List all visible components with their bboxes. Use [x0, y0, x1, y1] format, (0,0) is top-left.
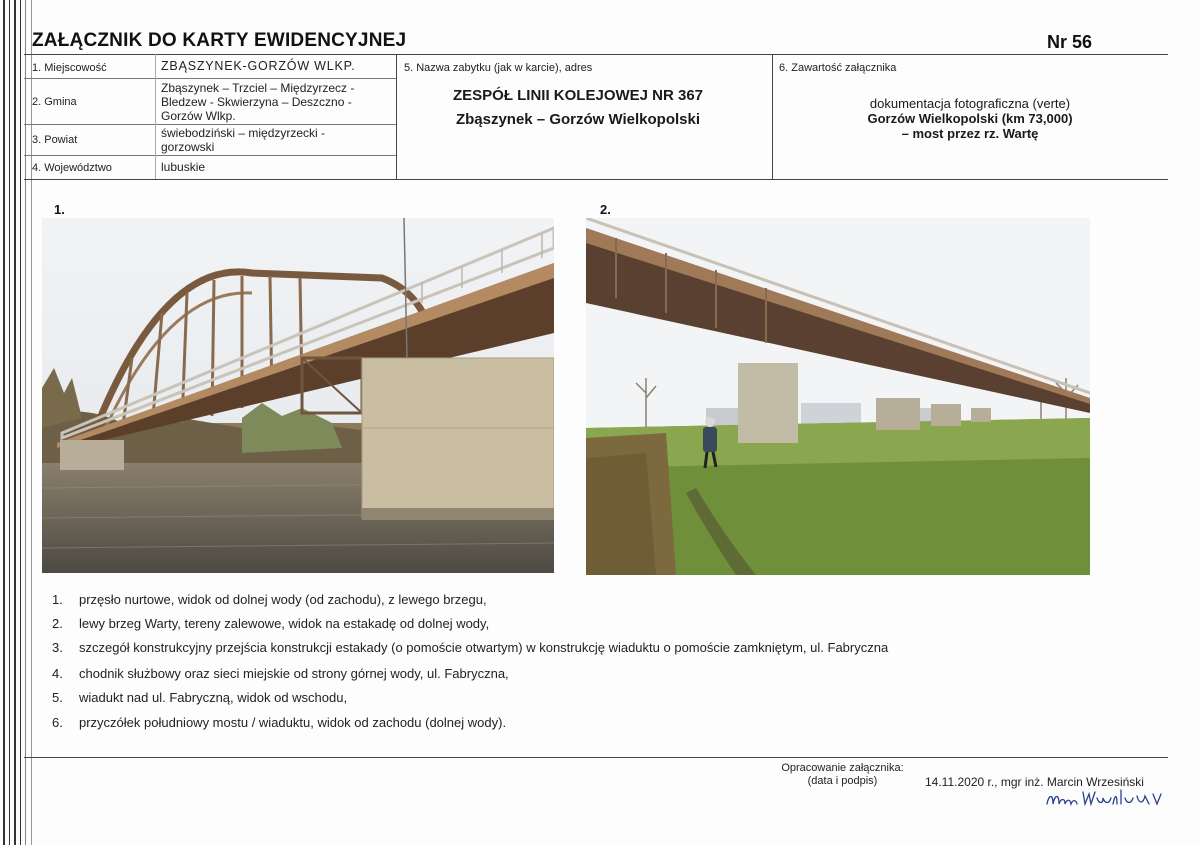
- caption-text: wiadukt nad ul. Fabryczną, widok od wschodu,: [79, 690, 348, 705]
- photo-2-bridge-meadow: [586, 218, 1090, 575]
- miejscowosc-value: ZBĄSZYNEK-GORZÓW WLKP.: [161, 59, 356, 73]
- zawartosc-label: 6. Zawartość załącznika: [779, 62, 897, 74]
- caption-text: chodnik służbowy oraz sieci miejskie od strony górnej wody, ul. Fabryczna,: [79, 666, 509, 681]
- gmina-value-line-1: Zbąszynek – Trzciel – Międzyrzecz -: [161, 81, 355, 95]
- header-rule-top: [24, 54, 1168, 55]
- scan-edge-artifact: [0, 0, 40, 845]
- gmina-value-line-2: Bledzew - Skwierzyna – Deszczno -: [161, 95, 352, 109]
- signature-line: 14.11.2020 r., mgr inż. Marcin Wrzesiński: [925, 775, 1144, 789]
- caption-text: lewy brzeg Warty, tereny zalewowe, widok na estakadę od dolnej wody,: [79, 616, 490, 631]
- caption-number: 2.: [52, 616, 63, 631]
- wojewodztwo-label: 4. Województwo: [32, 162, 112, 174]
- caption-text: przyczółek południowy mostu / wiaduktu, widok od zachodu (dolnej wody).: [79, 715, 507, 730]
- document-title: ZAŁĄCZNIK DO KARTY EWIDENCYJNEJ: [32, 30, 407, 51]
- zabytek-address: Zbąszynek – Gorzów Wielkopolski: [455, 111, 701, 128]
- miejscowosc-label: 1. Miejscowość: [32, 62, 107, 74]
- caption-number: 1.: [52, 592, 63, 607]
- zawartosc-line-1: dokumentacja fotograficzna (verte): [869, 96, 1071, 111]
- prepared-sub-label: (data i podpis): [807, 775, 878, 787]
- row-divider: [24, 155, 396, 156]
- powiat-value-line-1: świebodziński – międzyrzecki -: [161, 126, 326, 140]
- caption-number: 3.: [52, 640, 63, 655]
- zabytek-name: ZESPÓŁ LINII KOLEJOWEJ NR 367: [452, 87, 704, 104]
- photo-2-number: 2.: [600, 202, 611, 217]
- caption-number: 6.: [52, 715, 63, 730]
- column-divider: [155, 54, 156, 179]
- caption-text: przęsło nurtowe, widok od dolnej wody (od zachodu), z lewego brzegu,: [79, 592, 487, 607]
- caption-text: szczegół konstrukcyjny przejścia konstrukcji estakady (o pomoście otwartym) w konstrukcję wiaduktu o pomoście zamkniętym, ul. Fabryczna: [79, 640, 889, 655]
- gmina-label: 2. Gmina: [32, 96, 77, 108]
- zawartosc-line-2: Gorzów Wielkopolski (km 73,000): [867, 111, 1073, 126]
- powiat-label: 3. Powiat: [32, 134, 78, 146]
- prepared-label: Opracowanie załącznika:: [781, 762, 904, 774]
- photo-1-bridge-river: [42, 218, 554, 573]
- zawartosc-line-3: – most przez rz. Wartę: [901, 126, 1039, 141]
- row-divider: [24, 124, 396, 125]
- wojewodztwo-value: lubuskie: [161, 160, 206, 174]
- row-divider: [24, 78, 396, 79]
- header-rule-bottom: [24, 179, 1168, 180]
- column-divider: [772, 54, 773, 179]
- column-divider: [396, 54, 397, 179]
- powiat-value-line-2: gorzowski: [161, 140, 215, 154]
- photo-1-number: 1.: [54, 202, 65, 217]
- document-number: Nr 56: [1047, 32, 1093, 52]
- gmina-value-line-3: Gorzów Wlkp.: [161, 109, 236, 123]
- handwritten-signature: [1043, 786, 1173, 812]
- caption-number: 4.: [52, 666, 63, 681]
- caption-number: 5.: [52, 690, 63, 705]
- footer-rule: [24, 757, 1168, 758]
- zabytek-label: 5. Nazwa zabytku (jak w karcie), adres: [404, 62, 593, 74]
